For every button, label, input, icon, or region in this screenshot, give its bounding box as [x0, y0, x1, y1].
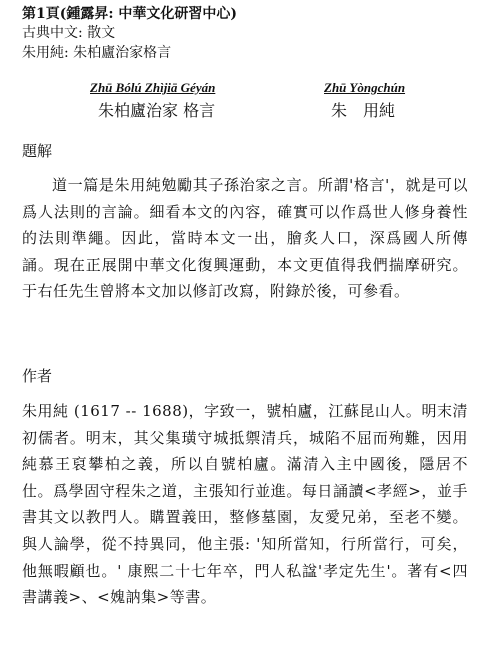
author-name: 朱 用純	[331, 101, 396, 120]
work-title-pinyin: Zhū Bólú Zhìjiā Géyán	[90, 80, 216, 95]
header-source-line: 第1頁(鍾露昇: 中華文化研習中心)	[22, 6, 238, 22]
header-title-line: 朱用純: 朱柏廬治家格言	[22, 45, 172, 61]
author-name-pinyin: Zhū Yòngchún	[324, 80, 406, 95]
work-title: 朱柏廬治家 格言	[98, 101, 216, 120]
author-paragraph: 朱用純 (1617 -- 1688)，字致一，號柏廬，江蘇昆山人。明末清初儒者。明末，其父集璜守城抵禦清兵，城陷不屈而殉難，因用純慕王裒攀柏之義，所以自號柏廬。滿清入主中國後，隱居不仕。爲學固守程朱之道，主張知行並進。每日誦讀<孝經>，並手書其文以教門人。購置義田，整修墓園，友愛兄弟，至老不變。與人論學，從不持異同，他主張: '知所當知，行所當行，可矣，他無暇顧也。' 康熙二十七年卒，門人私諡'孝定先生'。著有<四書講義>、<媿訥集>等書。	[22, 402, 468, 607]
section-heading-intro: 題解	[22, 142, 53, 160]
header-genre-line: 古典中文: 散文	[22, 25, 116, 41]
intro-paragraph: 道一篇是朱用純勉勵其子孫治家之言。所謂'格言'，就是可以爲人法則的言論。細看本文的內容，確實可以作爲世人修身養性的法則準繩。因此，當時本文一出，膾炙人口，深爲國人所傳誦。現在正展開中華文化復興運動，本文更值得我們揣摩研究。于右任先生曾將本文加以修訂改寫，附錄於後，可參看。	[22, 176, 468, 301]
section-heading-author: 作者	[22, 367, 53, 385]
